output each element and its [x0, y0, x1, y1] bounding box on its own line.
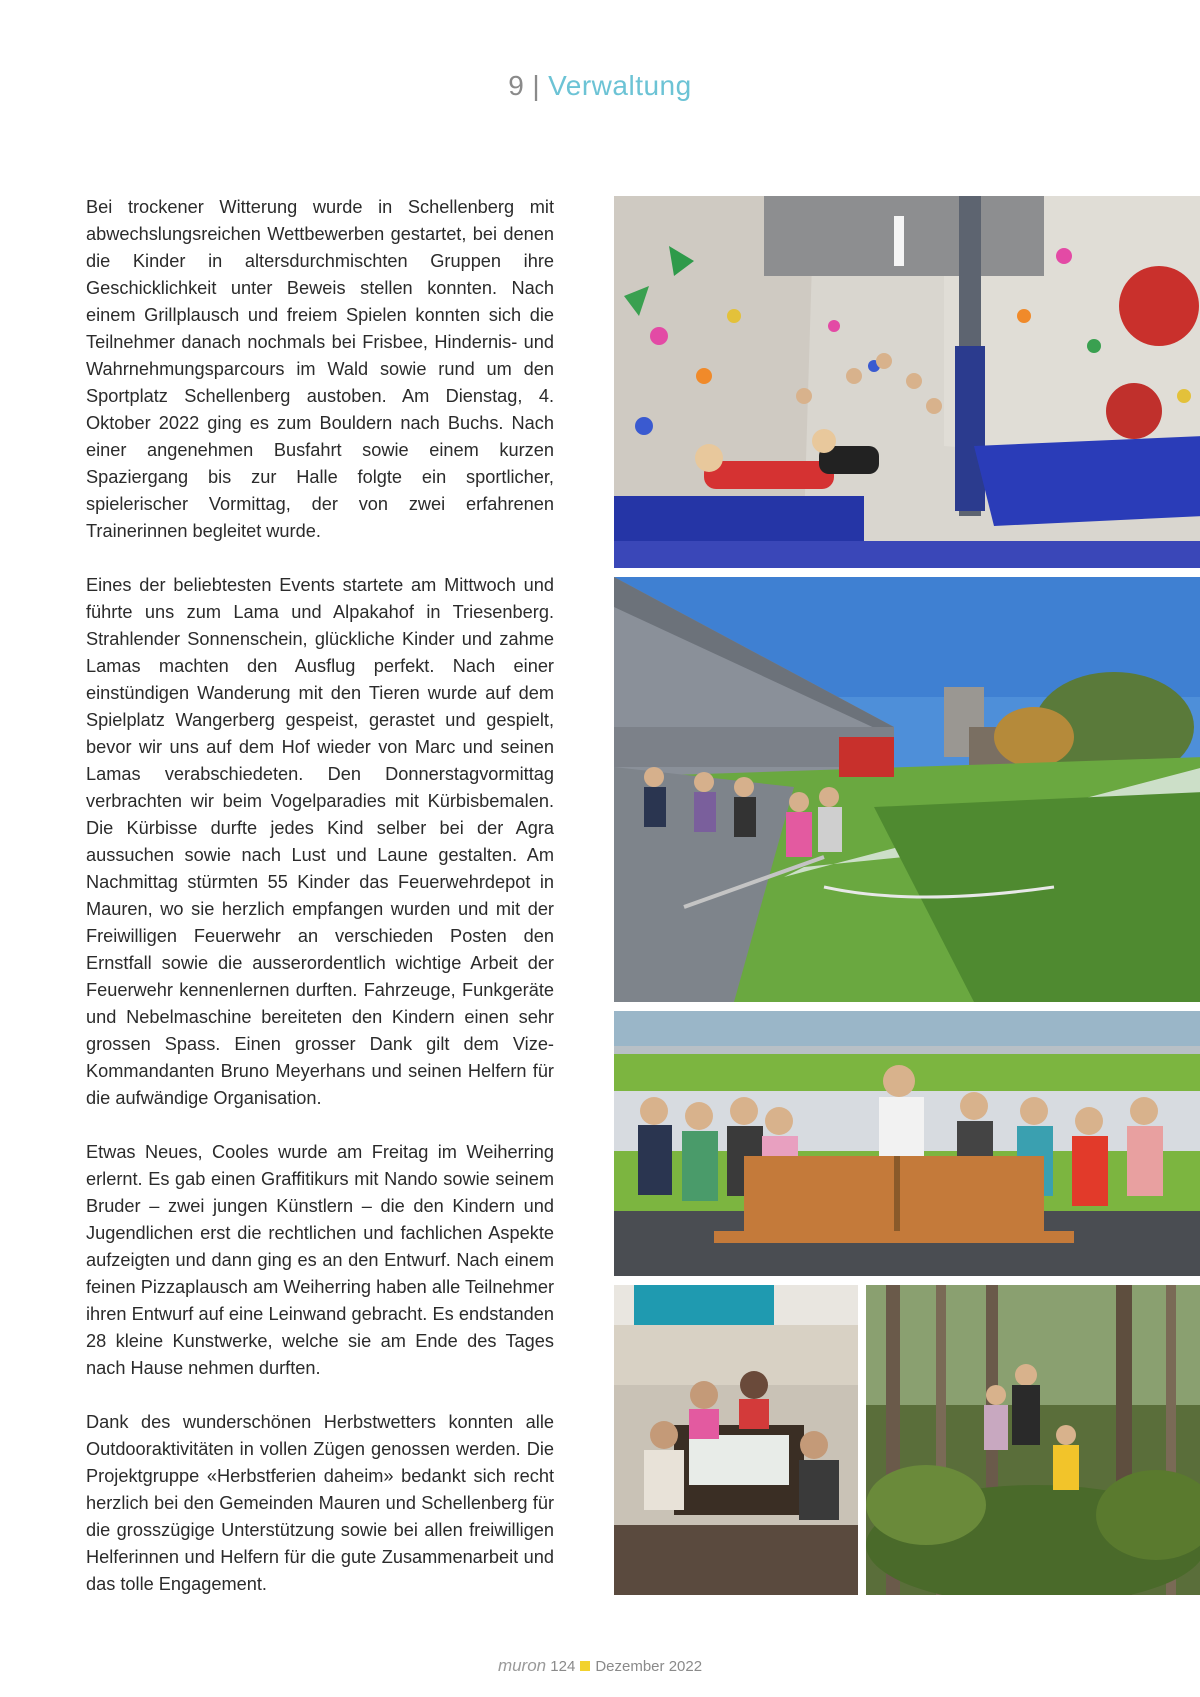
article-paragraph: Bei trockener Witterung wurde in Schellenberg mit abwechslungsreichen Wettbewerben gestartet, bei denen die Kinder in altersdurchmischten Gruppen ihre Geschicklichkeit unter Beweis stellen konnten. Nach einem Grillplausch und freiem Spielen konnten sich die Teilnehmer danach nochmals bei Frisbee, Hindernis- und Wahrnehmungsparcours im Wald sowie rund um den Sportplatz Schellenberg austoben. Am Dienstag, 4. Oktober 2022 ging es zum Bouldern nach Buchs. Nach einer angenehmen Busfahrt sowie einem kurzen Spaziergang bis zur Halle folgte ein sportlicher, spielerischer Vormittag, der von zwei erfahrenen Trainerinnen begleitet wurde. — [86, 197, 554, 541]
magazine-brand: muron — [497, 1656, 547, 1675]
photo-fire-brigade-image — [614, 577, 1200, 1002]
page-footer — [0, 1656, 1200, 1676]
photo-indoor-drawing — [614, 1285, 858, 1595]
header-separator: | — [532, 70, 541, 101]
page-header — [0, 70, 1200, 102]
photo-graffiti-course-image — [614, 1011, 1200, 1276]
page-number: 9 — [508, 70, 525, 101]
issue-date: Dezember 2022 — [595, 1658, 703, 1675]
issue-number: 124 — [550, 1658, 576, 1675]
section-title: Verwaltung — [548, 70, 692, 101]
photo-fire-brigade — [614, 577, 1200, 1002]
article-paragraph: Eines der beliebtesten Events startete am Mittwoch und führte uns zum Lama und Alpakahof in Triesenberg. Strahlender Sonnenschein, glückliche Kinder und zahme Lamas machten den Ausflug perfekt. Nach einer einstündigen Wanderung mit den Tieren wurde auf dem Spielplatz Wangerberg gespeist, gerastet und gespielt, bevor wir uns auf dem Hof wieder von Marc und seinen Lamas verabschiedeten. Den Donnerstagvormittag verbrachten wir beim Vogelparadies mit Kürbisbemalen. Die Kürbisse durfte jedes Kind selber bei der Agra aussuchen sowie nach Lust und Laune gestalten. Am Nachmittag stürmten 55 Kinder das Feuerwehrdepot in Mauren, wo sie herzlich empfangen wurden und mit der Freiwilligen Feuerwehr an verschieden Posten den Ernstfall sowie die ausserordentlich wichtige Arbeit der Feuerwehr kennenlernen durften. Fahrzeuge, Funkgeräte und Nebelmaschine bereiteten den Kindern einen sehr grossen Spass. Einen grosser Dank gilt dem Vize-Kommandanten Bruno Meyerhans und seinen Helfern für die aufwändige Organisation. — [86, 575, 554, 1108]
photo-bouldering-image — [614, 196, 1200, 568]
photo-forest-walk — [866, 1285, 1200, 1595]
photo-graffiti-course — [614, 1011, 1200, 1276]
footer-square-icon — [580, 1661, 590, 1671]
article-paragraph: Etwas Neues, Cooles wurde am Freitag im Weiherring erlernt. Es gab einen Graffitikurs mit Nando sowie seinem Bruder – zwei jungen Künstlern – die den Kindern und Jugendlichen erst die rechtlichen und fachlichen Aspekte aufzeigten und dann ging es an den Entwurf. Nach einem feinen Pizzaplausch am Weiherring haben alle Teilnehmer ihren Entwurf auf eine Leinwand gebracht. Es endstanden 28 kleine Kunstwerke, welche sie am Ende des Tages nach Hause nehmen durften. — [86, 1142, 554, 1378]
photo-forest-walk-image — [866, 1285, 1200, 1595]
photo-indoor-drawing-image — [614, 1285, 858, 1595]
photo-bouldering — [614, 196, 1200, 568]
article-paragraph: Dank des wunderschönen Herbstwetters konnten alle Outdooraktivitäten in vollen Zügen genossen werden. Die Projektgruppe «Herbstferien daheim» bedankt sich recht herzlich bei den Gemeinden Mauren und Schellenberg für die grosszügige Unterstützung sowie bei allen freiwilligen Helferinnen und Helfern für die gute Zusammenarbeit und das tolle Engagement. — [86, 1412, 554, 1594]
article-body — [86, 194, 554, 1625]
